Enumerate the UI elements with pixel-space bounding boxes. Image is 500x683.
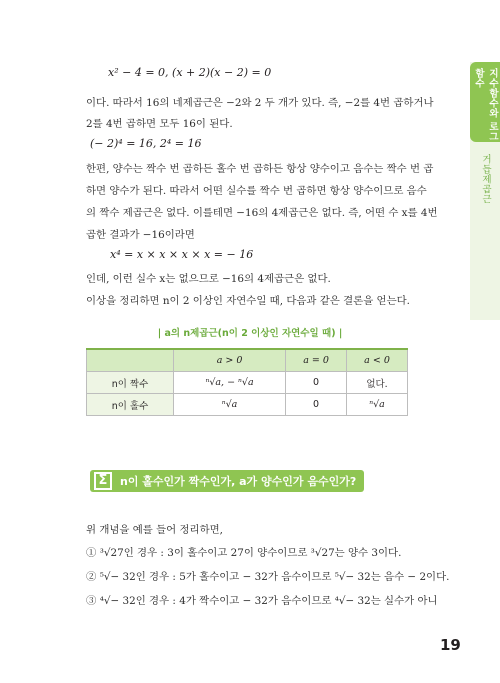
- body-line-6: 곱한 결과가 −16이라면: [86, 229, 195, 241]
- table-header-row: [87, 349, 408, 372]
- table-row-label: n이 짝수: [87, 372, 174, 394]
- sigma-icon: Σ: [94, 472, 112, 490]
- body-line-1: 이다. 따라서 16의 네제곱근은 −2와 2 두 개가 있다. 즉, −2를 4번 곱하거나: [86, 97, 434, 109]
- equation-2: (− 2)⁴ = 16, 2⁴ = 16: [90, 137, 202, 150]
- side-tab: [470, 62, 500, 320]
- side-tab-section-label: 거듭제곱근: [480, 154, 491, 204]
- table-cell: ⁿ√a: [347, 394, 408, 416]
- table-header-zero: a = 0: [286, 349, 347, 372]
- table-cell: 0: [286, 394, 347, 416]
- body-line-5: 의 짝수 제곱근은 없다. 이를테면 −16의 4제곱근은 없다. 즉, 어떤 수 x를 4번: [86, 207, 438, 219]
- table-row: [87, 372, 408, 394]
- table-row: [87, 394, 408, 416]
- body-line-8: 이상을 정리하면 n이 2 이상인 자연수일 때, 다음과 같은 결론을 얻는다.: [86, 295, 410, 307]
- table-caption: | a의 n제곱근(n이 2 이상인 자연수일 때) |: [157, 328, 343, 339]
- body-line-2: 2를 4번 곱하면 모두 16이 된다.: [86, 118, 233, 130]
- body-line-3: 한편, 양수는 짝수 번 곱하든 홀수 번 곱하든 항상 양수이고 음수는 짝수 번 곱: [86, 163, 434, 175]
- body-line-7: 인데, 이런 실수 x는 없으므로 −16의 4제곱근은 없다.: [86, 273, 331, 285]
- side-tab-chapter-label: 지수함수와 로그함수: [473, 68, 498, 142]
- table-header-positive: a > 0: [174, 349, 286, 372]
- list-item: ② ⁵√− 32인 경우 : 5가 홀수이고 − 32가 음수이므로 ⁵√− 32는 음수 − 2이다.: [86, 571, 450, 583]
- section2-intro: 위 개념을 예를 들어 정리하면,: [86, 524, 223, 536]
- table-header-empty: [87, 349, 174, 372]
- nth-root-table: [86, 348, 408, 416]
- banner-title: n이 홀수인가 짝수인가, a가 양수인가 음수인가?: [120, 475, 357, 488]
- equation-3: x⁴ = x × x × x × x = − 16: [110, 248, 254, 261]
- equation-1: x² − 4 = 0, (x + 2)(x − 2) = 0: [108, 66, 272, 79]
- page-number: 19: [440, 636, 461, 654]
- side-tab-chapter: [470, 62, 500, 142]
- table-cell: ⁿ√a: [174, 394, 286, 416]
- table-header-negative: a < 0: [347, 349, 408, 372]
- body-line-4: 하면 양수가 된다. 따라서 어떤 실수를 짝수 번 곱하면 항상 양수이므로 음수: [86, 185, 427, 197]
- table-cell: ⁿ√a, − ⁿ√a: [174, 372, 286, 394]
- list-item: ① ³√27인 경우 : 3이 홀수이고 27이 양수이므로 ³√27는 양수 3이다.: [86, 547, 402, 559]
- section-banner: [90, 470, 364, 492]
- table-row-label: n이 홀수: [87, 394, 174, 416]
- table-cell: 0: [286, 372, 347, 394]
- table-cell: 없다.: [347, 372, 408, 394]
- list-item: ③ ⁴√− 32인 경우 : 4가 짝수이고 − 32가 음수이므로 ⁴√− 32는 실수가 아니: [86, 595, 438, 607]
